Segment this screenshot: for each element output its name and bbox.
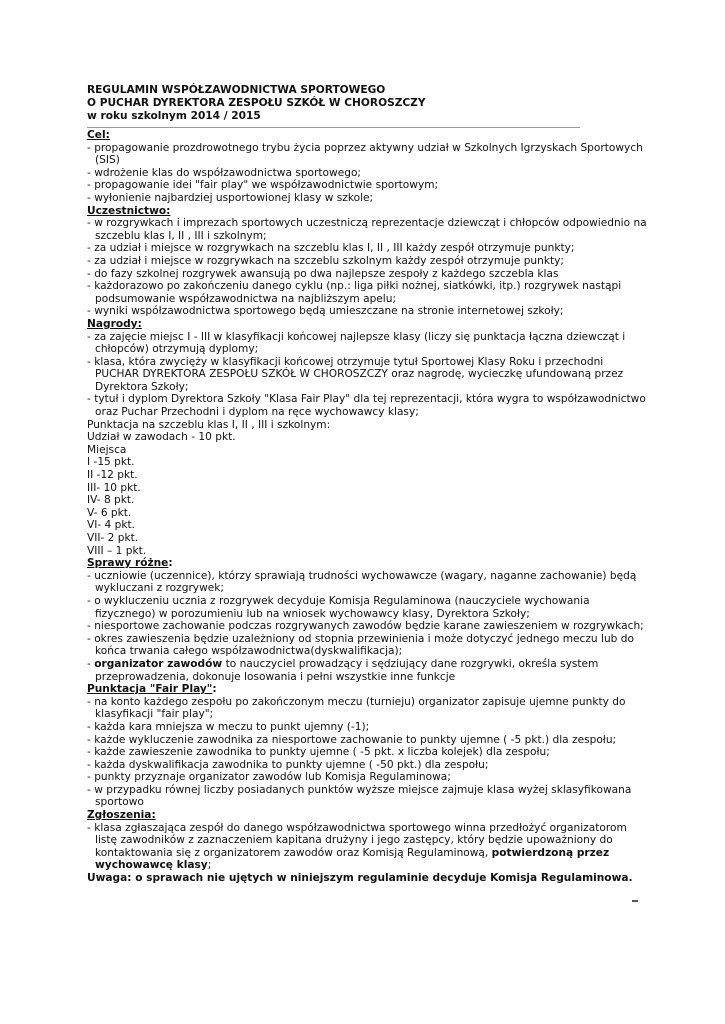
uczestnictwo-heading: Uczestnictwo: xyxy=(87,204,171,217)
divider-line xyxy=(87,127,580,128)
fairplay-item: - każda dyskwalifikacja zawodnika to punkty ujemne ( -50 pkt.) dla zespołu; xyxy=(87,758,489,771)
cel-item: - propagowanie prozdrowotnego trybu życia poprzez aktywny udział w Szkolnych Igrzyskach Sportowych (SIS) xyxy=(87,141,643,167)
place-row: VI- 4 pkt. xyxy=(87,519,136,532)
section-nagrody xyxy=(87,318,647,419)
zgloszenia-heading: Zgłoszenia: xyxy=(87,809,156,822)
uczestnictwo-item: - w rozgrywkach i imprezach sportowych uczestniczą reprezentacje dziewcząt i chłopców odpowiednio na szczeblu klas I, II , III i szkolnym; xyxy=(87,217,647,242)
document-title xyxy=(87,84,647,123)
punktacja-intro: Punktacja na szczeblu klas I, II , III i szkolnym: xyxy=(87,418,331,431)
fairplay-item: - każde wykluczenie zawodnika za niesportowe zachowanie to punkty ujemne ( -5 pkt.) dla zespołu; xyxy=(87,733,617,746)
fairplay-item: - każda kara mniejsza w meczu to punkt ujemny (-1); xyxy=(87,720,370,733)
organizer-bold: organizator zawodów xyxy=(94,657,223,670)
fairplay-item: - punkty przyznaje organizator zawodów lub Komisja Regulaminowa; xyxy=(87,771,451,784)
section-zgloszenia xyxy=(87,809,647,872)
sprawy-heading-colon: : xyxy=(168,557,173,570)
uczestnictwo-item: - każdorazowo po zakończeniu danego cyklu (np.: liga piłki nożnej, siatkówki, itp.) rozgrywek nastąpi podsumowanie współzawodnictwa na najbliższym apelu; xyxy=(87,280,622,305)
fairplay-heading xyxy=(87,683,647,696)
cel-heading: Cel: xyxy=(87,129,110,141)
zgloszenia-item xyxy=(87,822,647,872)
zgloszenia-bold: potwierdzoną przez wychowawcę klasy xyxy=(95,846,610,872)
sprawy-item: - niesportowe zachowanie podczas rozgrywanych zawodów będzie karane zawieszeniem w rozgrywkach; xyxy=(87,620,644,633)
sprawy-item: - uczniowie (uczennice), którzy sprawiają trudności wychowawcze (wagary, naganne zachowanie) będą wykluczani z rozgrywek; xyxy=(87,569,637,595)
sprawy-heading-text: Sprawy różne xyxy=(87,557,169,570)
organizer-rest: to nauczyciel prowadzący i sędziujący dane rozgrywki, określa system przeprowadzenia, dokonuje losowania i pełni wszystkie inne funkcje xyxy=(95,657,599,683)
section-punktacja xyxy=(87,419,647,558)
place-row: VIII – 1 pkt. xyxy=(87,544,147,557)
document-page xyxy=(87,84,647,885)
place-row: IV- 8 pkt. xyxy=(87,494,135,507)
punktacja-places-label: Miejsca xyxy=(87,443,127,456)
nagrody-item: - tytuł i dyplom Dyrektora Szkoły "Klasa Fair Play" dla tej reprezentacji, która wygra to współzawodnictwo oraz Puchar Przechodni i dyplom na ręce wychowawcy klasy; xyxy=(87,393,646,419)
section-fairplay xyxy=(87,683,647,809)
cel-item: - wdrożenie klas do współzawodnictwa sportowego; xyxy=(87,166,361,179)
title-line-2: O PUCHAR DYREKTORA ZESPOŁU SZKÓŁ W CHOROSZCZY xyxy=(87,97,426,109)
zgloszenia-text: - klasa zgłaszająca zespół do danego współzawodnictwa sportowego winna przedłożyć organizatorom listę zawodników z zaznaczeniem kapitana drużyny i jego zastępcy, który będzie upoważniony do kontaktowania się z organizatorem zawodów oraz Komisją Regulaminową, xyxy=(87,821,627,859)
fairplay-item: - w przypadku równej liczby posiadanych punktów wyższe miejsce zajmuje klasa wyżej sklasyfikowana sportowo xyxy=(87,783,632,809)
uczestnictwo-item: - wyniki współzawodnictwa sportowego będą umieszczane na stronie internetowej szkoły; xyxy=(87,305,564,318)
section-cel xyxy=(87,129,647,205)
nagrody-heading: Nagrody: xyxy=(87,317,142,330)
cel-item: - propagowanie idei "fair play" we współzawodnictwie sportowym; xyxy=(87,179,439,192)
cel-item: - wyłonienie najbardziej usportowionej klasy w szkole; xyxy=(87,191,374,204)
punktacja-participation: Udział w zawodach - 10 pkt. xyxy=(87,431,236,444)
sprawy-heading xyxy=(87,557,647,570)
uczestnictwo-item: - za udział i miejsce w rozgrywkach na szczeblu szkolnym każdy zespół otrzymuje punkty; xyxy=(87,254,564,267)
place-row: VII- 2 pkt. xyxy=(87,532,139,544)
section-uczestnictwo xyxy=(87,205,647,318)
zgloszenia-end: ; xyxy=(207,859,212,872)
uczestnictwo-item: - do fazy szkolnej rozgrywek awansują po dwa najlepsze zespoły z każdego szczebla klas xyxy=(87,267,559,280)
sprawy-organizer-item xyxy=(87,658,647,683)
nagrody-item: - za zajęcie miejsc I - III w klasyfikacji końcowej najlepsze klasy (liczy się punktacja łączna dziewcząt i chłopców) otrzymują dyplomy; xyxy=(87,330,626,356)
sprawy-item: - okres zawieszenia będzie uzależniony od stopnia przewinienia i może dotyczyć jednego meczu lub do końca trwania całego współzawodnictwa(dyskwalifikacja); xyxy=(87,632,634,658)
sprawy-item: - o wykluczeniu ucznia z rozgrywek decyduje Komisja Regulaminowa (nauczyciele wychowania fizycznego) w porozumieniu lub na wniosek wychowawcy klasy, Dyrektora Szkoły; xyxy=(87,594,590,620)
section-sprawy xyxy=(87,557,647,683)
title-line-3: w roku szkolnym 2014 / 2015 xyxy=(87,110,261,122)
place-row: III- 10 pkt. xyxy=(87,481,141,494)
place-row: I -15 pkt. xyxy=(87,456,135,469)
page-mark xyxy=(632,900,638,902)
uczestnictwo-item: - za udział i miejsce w rozgrywkach na szczeblu klas I, II , III każdy zespół otrzymuje punkty; xyxy=(87,242,575,255)
fairplay-heading-text: Punktacja "Fair Play" xyxy=(87,683,213,696)
uwaga-note: Uwaga: o sprawach nie ujętych w niniejszym regulaminie decyduje Komisja Regulaminowa. xyxy=(87,872,633,885)
organizer-prefix: - xyxy=(87,657,95,670)
fairplay-item: - każde zawieszenie zawodnika to punkty ujemne ( -5 pkt. x liczba kolejek) dla zespołu; xyxy=(87,746,550,759)
fairplay-item: - na konto każdego zespołu po zakończonym meczu (turnieju) organizator zapisuje ujemne punkty do klasyfikacji "fair play"; xyxy=(87,695,626,721)
place-row: V- 6 pkt. xyxy=(87,506,132,519)
title-line-1: REGULAMIN WSPÓŁZAWODNICTWA SPORTOWEGO xyxy=(87,84,386,96)
fairplay-heading-colon: : xyxy=(212,683,217,696)
place-row: II -12 pkt. xyxy=(87,469,138,482)
nagrody-item: - klasa, która zwycięży w klasyfikacji końcowej otrzymuje tytuł Sportowej Klasy Roku i przechodni PUCHAR DYREKTORA ZESPOŁU SZKÓŁ W CHOROSZCZY oraz nagrodę, wycieczkę ufundowaną przez Dyrektora Szkoły; xyxy=(87,355,624,393)
